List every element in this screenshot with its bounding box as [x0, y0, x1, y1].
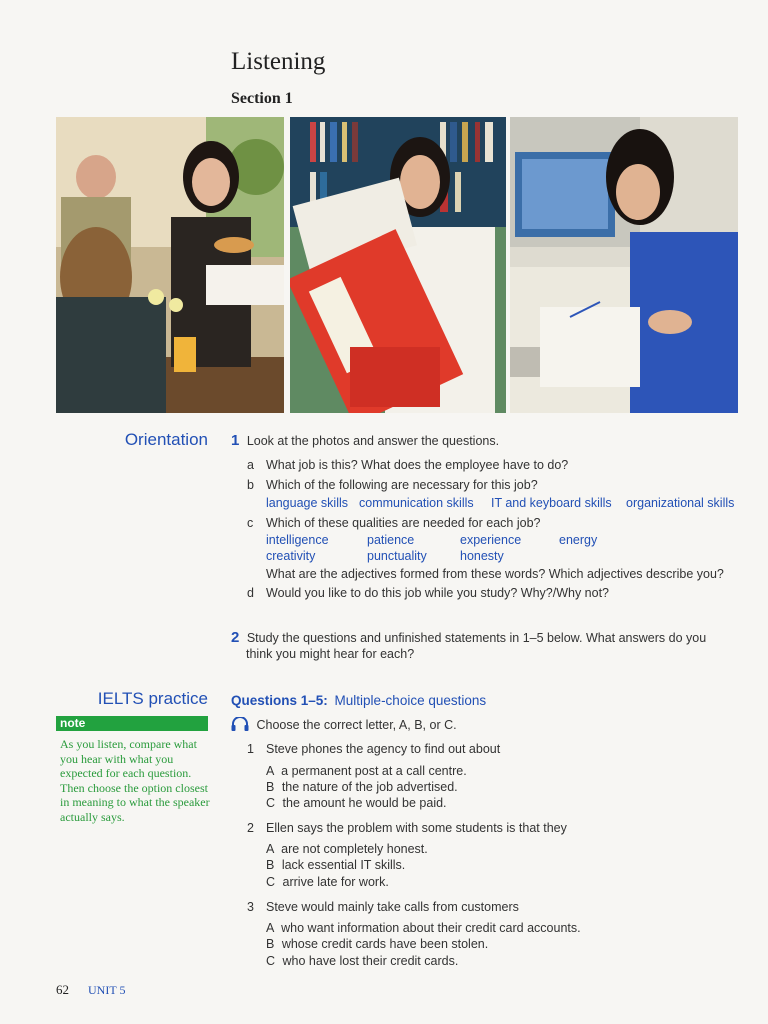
option-letter: C [266, 796, 276, 810]
quality-item: energy [559, 533, 598, 547]
item-c-followup: What are the adjectives formed from these words? Which adjectives describe you? [266, 567, 724, 581]
question-text-continued: think you might hear for each? [246, 647, 415, 661]
mc-question-number: 3 [247, 900, 254, 914]
mc-question-stem: Steve phones the agency to find out about [266, 742, 501, 756]
option-text: the amount he would be paid. [282, 796, 447, 810]
option-text: are not completely honest. [281, 842, 428, 856]
item-c-text: Which of these qualities are needed for each job? [266, 516, 541, 530]
quality-item: patience [367, 533, 415, 547]
question-text: Study the questions and unfinished statements in 1–5 below. What answers do you [246, 631, 707, 645]
option-text: whose credit cards have been stolen. [281, 937, 489, 951]
orientation-heading: Orientation [124, 430, 208, 449]
option-letter: B [266, 858, 275, 872]
quality-item: creativity [266, 549, 316, 563]
question-number: 1 [231, 432, 240, 449]
instruction-text: Choose the correct letter, A, B, or C. [256, 717, 457, 732]
mc-question-stem: Steve would mainly take calls from customers [266, 900, 519, 914]
skill-item: communication skills [359, 496, 474, 510]
option-letter: A [266, 764, 274, 778]
option-text: a permanent post at a call centre. [281, 764, 467, 778]
photo-waitress [56, 117, 284, 413]
page-title: Listening [231, 48, 326, 75]
option-letter: A [266, 842, 274, 856]
page-number: 62 [56, 982, 69, 997]
option-letter: B [266, 937, 275, 951]
quality-item: experience [460, 533, 522, 547]
quality-item: punctuality [367, 549, 427, 563]
item-d-text: Would you like to do this job while you study? Why?/Why not? [266, 586, 609, 600]
questions-type: Multiple-choice questions [334, 693, 487, 708]
option-text: arrive late for work. [282, 875, 389, 889]
photo-office-worker [290, 117, 506, 413]
note-text: As you listen, compare what you hear with what you expected for each question. Then choose the option closest in meaning to what the speaker actually says. [60, 737, 210, 824]
skill-item: language skills [266, 496, 348, 510]
question-number: 2 [231, 629, 240, 646]
skill-item: IT and keyboard skills [491, 496, 612, 510]
option-text: who have lost their credit cards. [282, 954, 459, 968]
question-text: Look at the photos and answer the questions. [246, 434, 500, 448]
option-letter: C [266, 954, 276, 968]
mc-question-number: 2 [247, 821, 254, 835]
mc-question-number: 1 [247, 742, 254, 756]
option-text: lack essential IT skills. [281, 858, 406, 872]
item-c-letter: c [247, 516, 254, 530]
item-b-text: Which of the following are necessary for this job? [266, 478, 538, 492]
item-d-letter: d [247, 586, 254, 600]
section-title: Section 1 [231, 90, 293, 107]
item-a-text: What job is this? What does the employee have to do? [266, 458, 569, 472]
option-text: who want information about their credit card accounts. [281, 921, 581, 935]
option-text: the nature of the job advertised. [281, 780, 458, 794]
headphones-icon [231, 717, 249, 734]
questions-label: Questions 1–5: [231, 693, 328, 708]
option-letter: A [266, 921, 274, 935]
item-b-letter: b [247, 478, 254, 492]
quality-item: honesty [460, 549, 504, 563]
photo-computer-worker [510, 117, 738, 413]
option-letter: B [266, 780, 275, 794]
item-a-letter: a [247, 458, 254, 472]
ielts-practice-heading: IELTS practice [97, 689, 208, 708]
note-badge: note [56, 716, 208, 731]
unit-label: UNIT 5 [88, 983, 126, 997]
option-letter: C [266, 875, 276, 889]
mc-question-stem: Ellen says the problem with some students is that they [266, 821, 567, 835]
skill-item: organizational skills [626, 496, 735, 510]
quality-item: intelligence [266, 533, 329, 547]
